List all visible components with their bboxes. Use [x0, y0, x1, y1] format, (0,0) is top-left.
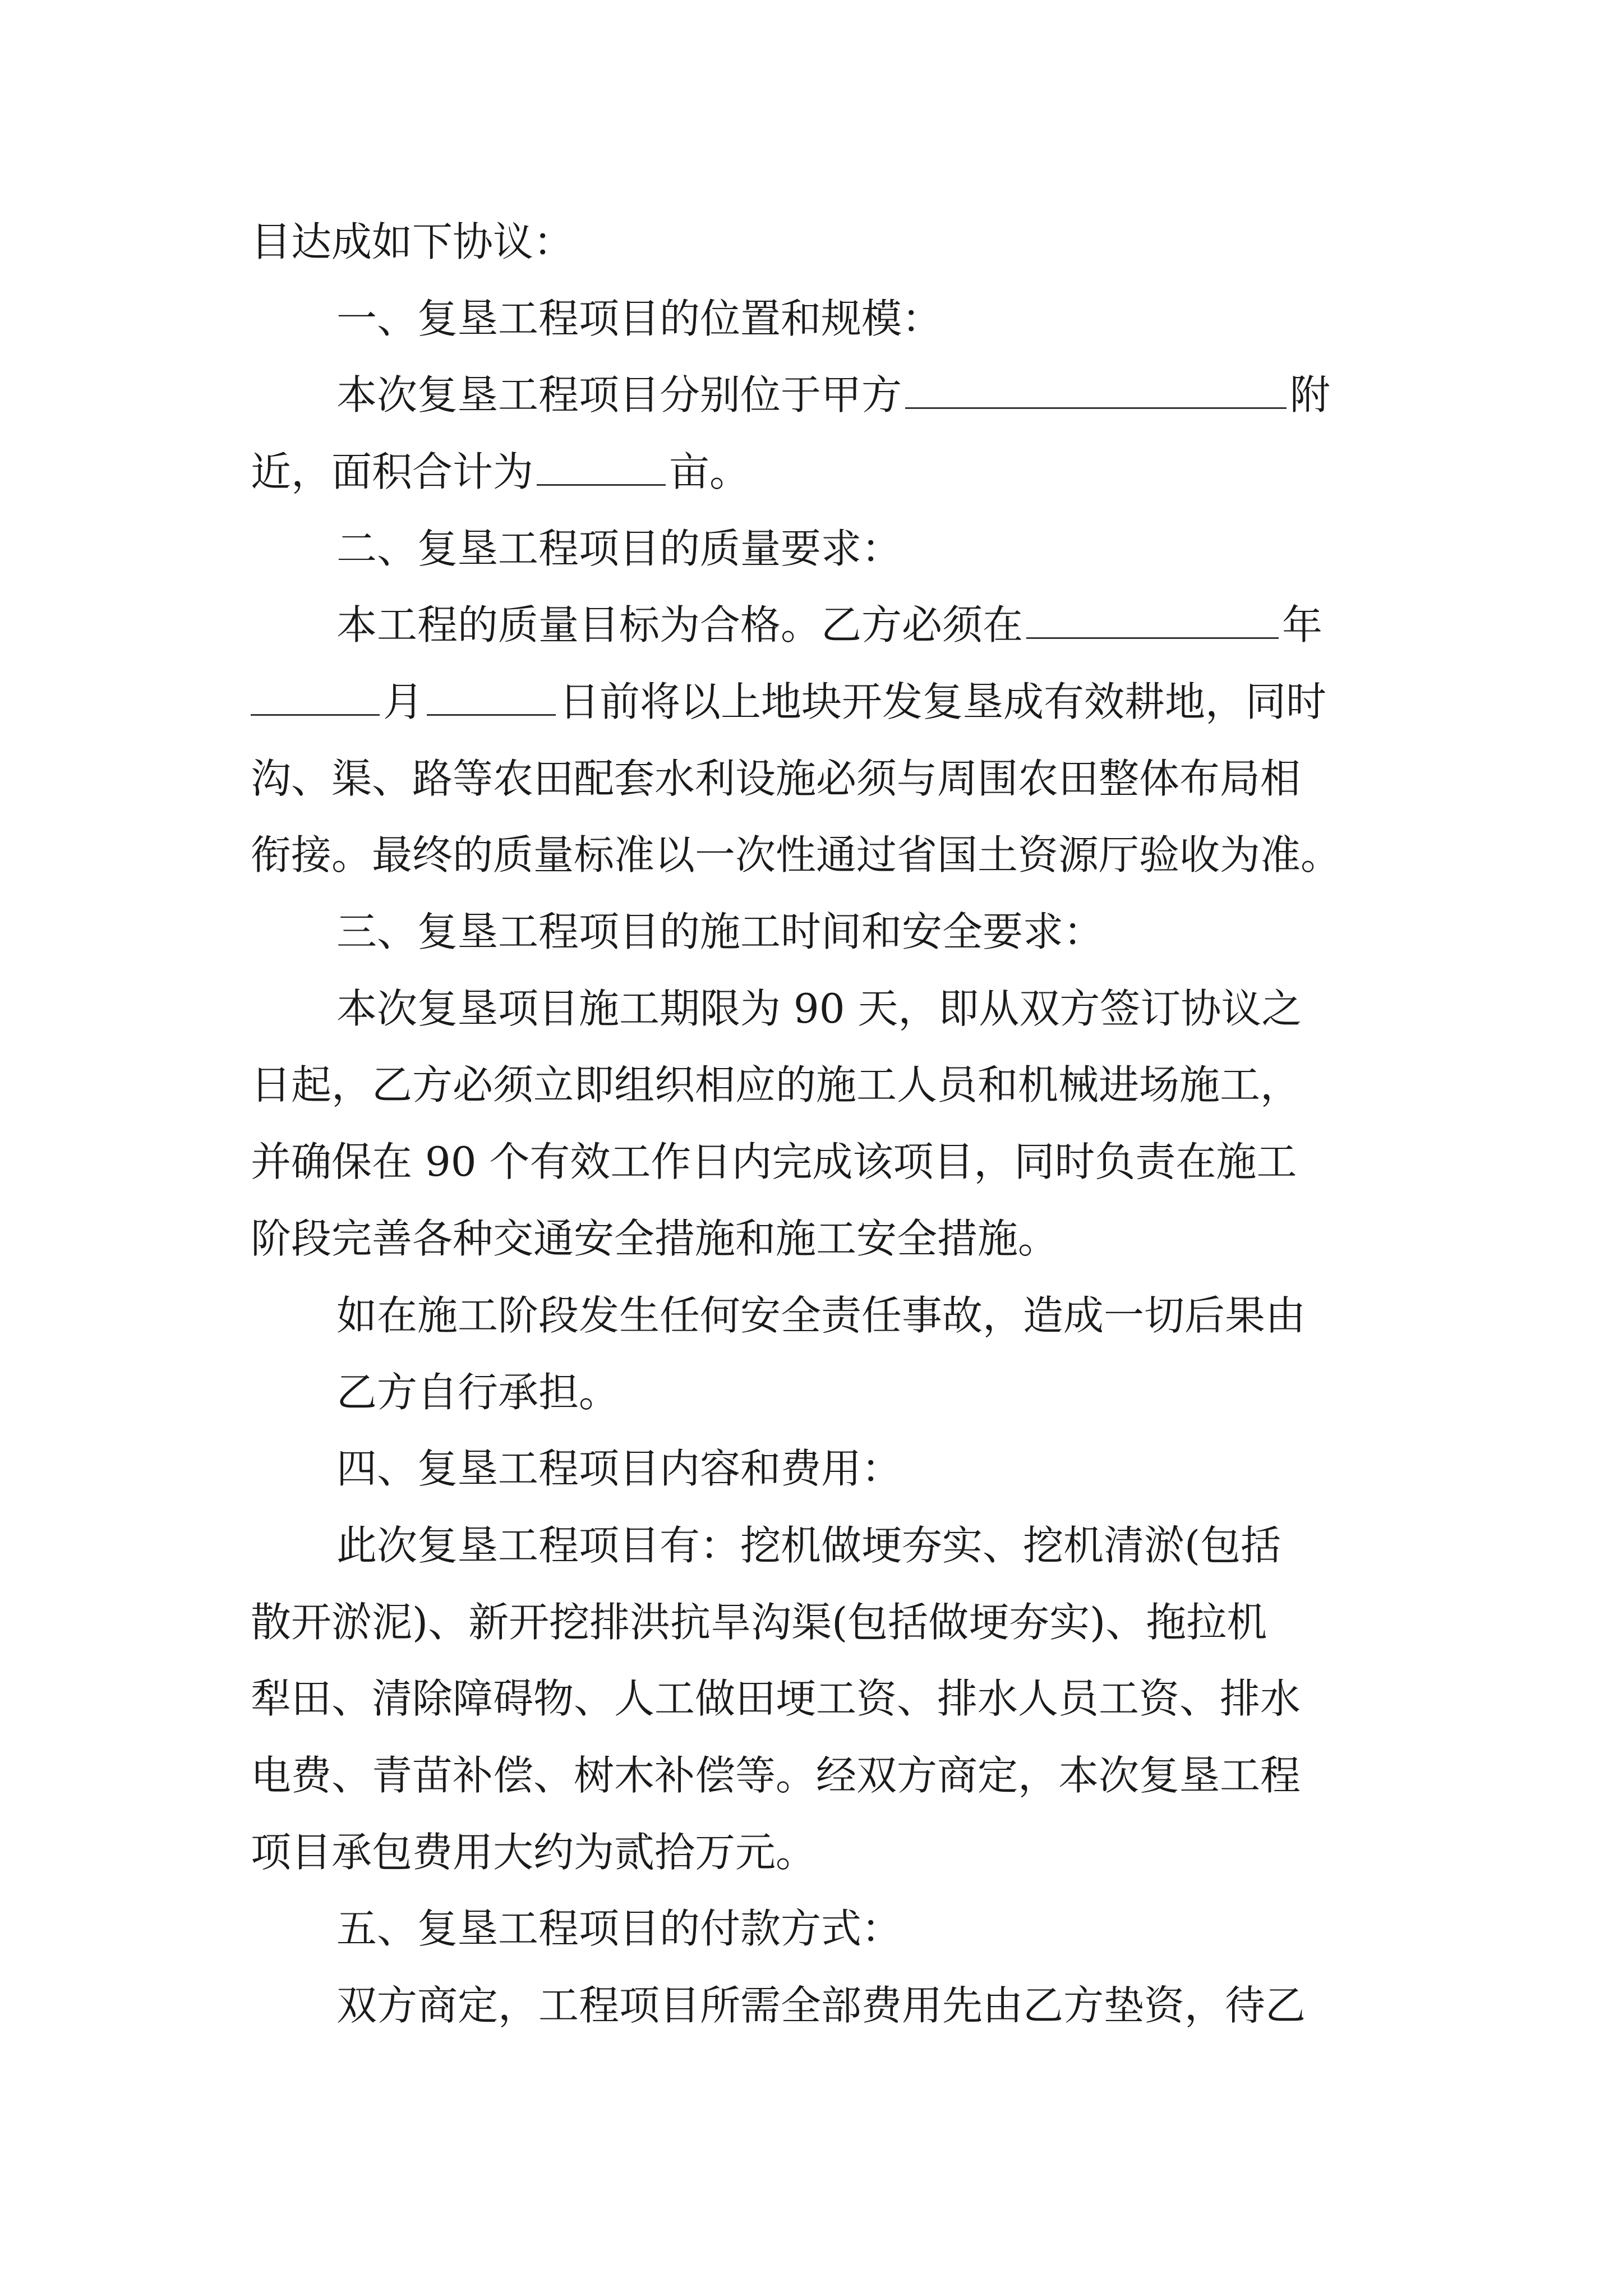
- text-segment: 衔接。最终的质量标准以一次性通过省国土资源厅验收为准。: [251, 831, 1341, 878]
- text-segment: 目达成如下协议：: [251, 218, 574, 265]
- text-line: [336, 1519, 1281, 1572]
- text-line: [336, 598, 1322, 652]
- text-line: [251, 1749, 1301, 1802]
- text-line: [336, 1365, 619, 1419]
- section-heading: [336, 292, 942, 346]
- text-segment: 并确保在 90 个有效工作日内完成该项目，同时负责在施工: [251, 1138, 1297, 1185]
- fill-in-blank: [537, 449, 666, 486]
- text-line: [336, 1978, 1306, 2032]
- text-segment: 日前将以上地块开发复垦成有效耕地，同时: [559, 678, 1327, 725]
- text-segment: 日起，乙方必须立即组织相应的施工人员和机械进场施工，: [251, 1061, 1301, 1108]
- text-line: [251, 828, 1341, 882]
- text-segment: 本工程的质量目标为合格。乙方必须在: [336, 601, 1023, 648]
- text-line: [336, 368, 1330, 422]
- text-segment: 亩。: [669, 448, 750, 495]
- text-segment: 年: [1282, 601, 1323, 648]
- text-segment: 二、复垦工程项目的质量要求：: [336, 525, 902, 572]
- section-heading: [336, 522, 902, 576]
- fill-in-blank: [1026, 602, 1279, 639]
- text-line: [336, 1289, 1306, 1342]
- text-segment: 本次复垦项目施工期限为 90 天，即从双方签订协议之: [336, 985, 1302, 1032]
- text-segment: 本次复垦工程项目分别位于甲方: [336, 371, 902, 418]
- text-segment: 四、复垦工程项目内容和费用：: [336, 1445, 902, 1492]
- text-line: [251, 1212, 1058, 1266]
- text-segment: 附: [1290, 371, 1331, 418]
- text-segment: 双方商定，工程项目所需全部费用先由乙方垫资，待乙: [336, 1982, 1306, 2029]
- fill-in-blank: [905, 372, 1287, 409]
- text-segment: 月: [383, 678, 424, 725]
- text-segment: 犁田、清除障碍物、人工做田埂工资、排水人员工资、排水: [251, 1675, 1301, 1722]
- text-line: [251, 445, 750, 499]
- text-line: [251, 752, 1301, 806]
- text-line: [251, 1672, 1301, 1726]
- text-segment: 近，面积合计为: [251, 448, 534, 495]
- section-heading: [336, 1442, 902, 1496]
- text-segment: 散开淤泥)、新开挖排洪抗旱沟渠(包括做埂夯实)、拖拉机: [251, 1599, 1267, 1646]
- text-line: [336, 982, 1302, 1036]
- text-segment: 电费、青苗补偿、树木补偿等。经双方商定，本次复垦工程: [251, 1752, 1301, 1799]
- text-line: [251, 675, 1326, 729]
- section-heading: [336, 1902, 902, 1955]
- text-line: [251, 1058, 1301, 1112]
- text-line: [251, 215, 574, 269]
- text-line: [251, 1595, 1267, 1649]
- fill-in-blank: [427, 679, 556, 716]
- text-segment: 乙方自行承担。: [336, 1369, 620, 1416]
- text-segment: 阶段完善各种交通安全措施和施工安全措施。: [251, 1215, 1059, 1262]
- text-segment: 沟、渠、路等农田配套水利设施必须与周围农田整体布局相: [251, 755, 1301, 802]
- text-segment: 三、复垦工程项目的施工时间和安全要求：: [336, 908, 1104, 955]
- section-heading: [336, 905, 1104, 959]
- text-line: [251, 1825, 816, 1879]
- text-line: [251, 1135, 1297, 1189]
- text-segment: 如在施工阶段发生任何安全责任事故，造成一切后果由: [336, 1292, 1306, 1339]
- text-segment: 一、复垦工程项目的位置和规模：: [336, 295, 943, 342]
- text-segment: 此次复垦工程项目有：挖机做埂夯实、挖机清淤(包括: [336, 1522, 1281, 1569]
- text-segment: 项目承包费用大约为贰拾万元。: [251, 1829, 817, 1876]
- text-segment: 五、复垦工程项目的付款方式：: [336, 1905, 902, 1952]
- fill-in-blank: [251, 679, 380, 716]
